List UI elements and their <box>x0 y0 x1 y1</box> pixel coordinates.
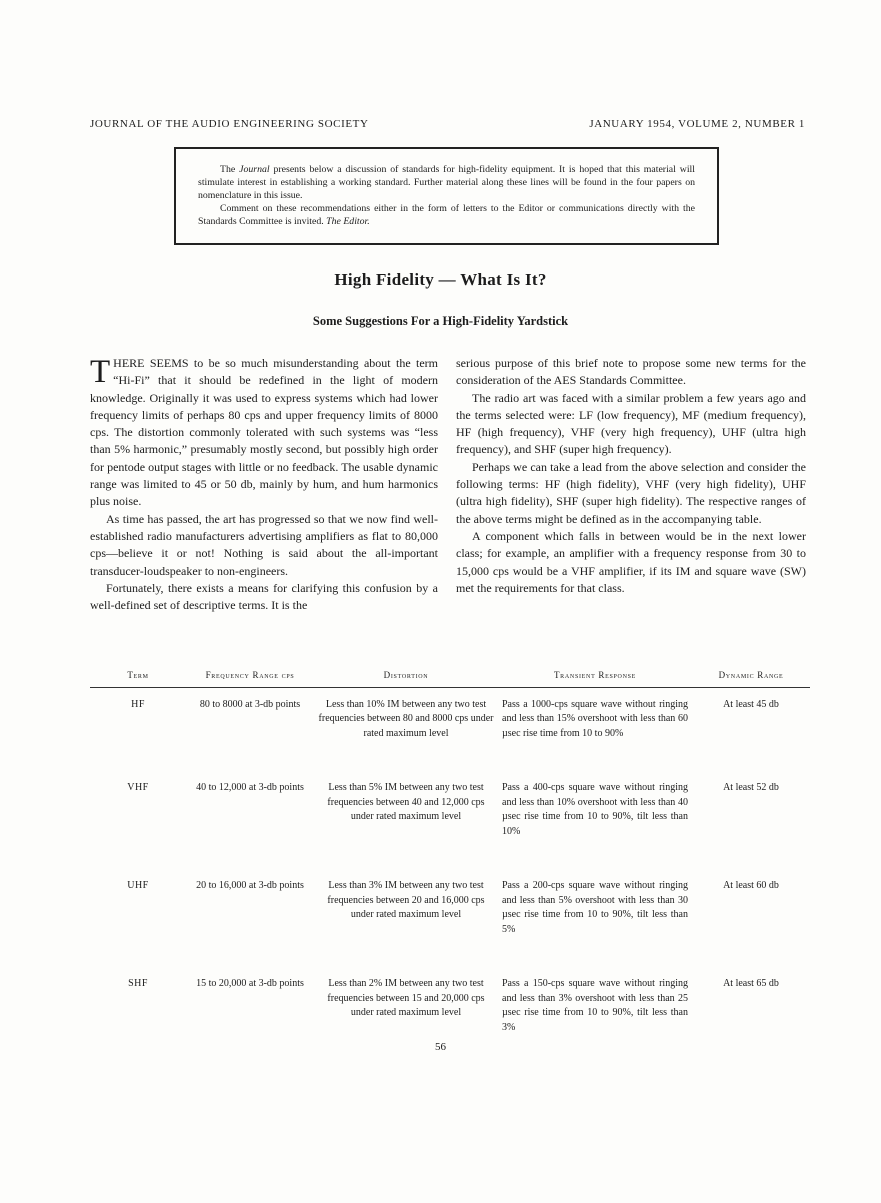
body-column-left <box>90 355 438 614</box>
page-number: 56 <box>435 1041 446 1053</box>
article-title: High Fidelity — What Is It? <box>334 270 547 289</box>
body-paragraph: THERE SEEMS to be so much misunderstanding about the term “Hi-Fi” that it should be redefined in the light of modern knowledge. Originally it was used to express systems which had lower frequency limits of perhaps 80 cps and upper frequency limits of 8000 cps. The distortion commonly tolerated with such systems was “less than 5% harmonic,” presumably mostly second, but possibly high order for pentode output stages with little or no feedback. The usable dynamic range was limited to 45 or 50 db, mainly by hum, and hum harmonics plus noise. <box>90 354 438 509</box>
cell-frequency: 40 to 12,000 at 3-db points <box>196 782 304 793</box>
cell-dynamic-range: At least 52 db <box>723 782 779 793</box>
cell-frequency: 80 to 8000 at 3-db points <box>199 698 301 710</box>
header-term: Term <box>90 668 186 687</box>
running-header-right: JANUARY 1954, VOLUME 2, NUMBER 1 <box>589 118 805 130</box>
article-subtitle: Some Suggestions For a High-Fidelity Yardstick <box>312 314 569 328</box>
table-row <box>90 869 810 967</box>
cell-distortion: Less than 10% IM between any two test frequencies between 80 and 8000 cps under rated maximum level <box>318 698 494 739</box>
cell-distortion: Less than 5% IM between any two test frequencies between 40 and 12,000 cps under rated maximum level <box>327 782 485 822</box>
cell-transient: Pass a 1000-cps square wave without ringing and less than 15% overshoot with less than 60 µsec rise time from 10 to 90% <box>502 698 688 739</box>
fidelity-classes-table <box>90 668 810 1047</box>
drop-cap: T <box>90 354 111 390</box>
cell-dynamic-range: At least 45 db <box>723 698 779 710</box>
cell-frequency: 15 to 20,000 at 3-db points <box>196 978 304 989</box>
header-dynamic-range: Dynamic Range <box>692 668 810 687</box>
cell-distortion: Less than 2% IM between any two test frequencies between 15 and 20,000 cps under rated maximum level <box>327 978 485 1018</box>
body-paragraph: Perhaps we can take a lead from the above selection and consider the following terms: HF (high fidelity), VHF (very high fidelity), UHF (ultra high fidelity), SHF (super high fidelity). The respective ranges of the above terms might be defined as in the accompanying table. <box>456 459 806 526</box>
editor-note-box <box>174 147 719 245</box>
table-row <box>90 771 810 869</box>
body-column-right <box>456 355 806 597</box>
cell-term: VHF <box>127 782 149 793</box>
cell-transient: Pass a 200-cps square wave without ringing and less than 5% overshoot with less than 30 µsec rise time from 10 to 90%, tilt less than 5% <box>502 880 688 935</box>
table-row <box>90 967 810 1047</box>
cell-dynamic-range: At least 65 db <box>723 978 779 989</box>
cell-transient: Pass a 150-cps square wave without ringing and less than 3% overshoot with less than 25 µsec rise time from 10 to 90%, tilt less than 3% <box>502 978 688 1033</box>
body-paragraph: A component which falls in between would be in the next lower class; for example, an amplifier with a frequency response from 30 to 15,000 cps would be a VHF amplifier, if its IM and square wave (SW) met the requirements for that class. <box>456 528 806 595</box>
header-frequency-range: Frequency Range cps <box>186 668 314 687</box>
header-transient-response: Transient Response <box>498 668 692 687</box>
cell-term: SHF <box>128 978 148 989</box>
body-paragraph: As time has passed, the art has progressed so that we now find well-established radio manufacturers advertising amplifiers as flat to 80,000 cps—believe it or not! Nothing is said about the all-important transducer-loudspeaker to non-engineers. <box>90 511 438 578</box>
running-header-left: JOURNAL OF THE AUDIO ENGINEERING SOCIETY <box>90 118 369 130</box>
cell-frequency: 20 to 16,000 at 3-db points <box>196 880 304 891</box>
editor-note-paragraph-1: The Journal presents below a discussion of standards for high-fidelity equipment. It is hoped that this material will stimulate interest in establishing a working standard. Further material along these lines will be found in the four papers on nomenclature in this issue. <box>198 164 695 201</box>
body-paragraph: The radio art was faced with a similar problem a few years ago and the terms selected were: LF (low frequency), MF (medium frequency), HF (high frequency), VHF (very high frequency), UHF (ultra high frequency), and SHF (super high frequency). <box>456 390 806 457</box>
editor-note-paragraph-2: Comment on these recommendations either in the form of letters to the Editor or communications directly with the Standards Committee is invited. The Editor. <box>198 203 695 227</box>
cell-distortion: Less than 3% IM between any two test frequencies between 20 and 16,000 cps under rated maximum level <box>327 880 485 920</box>
cell-transient: Pass a 400-cps square wave without ringing and less than 10% overshoot with less than 40 µsec rise time from 10 to 90%, tilt less than 10% <box>502 782 688 837</box>
body-paragraph: Fortunately, there exists a means for clarifying this confusion by a well-defined set of descriptive terms. It is the <box>90 580 438 613</box>
header-distortion: Distortion <box>314 668 498 687</box>
cell-term: HF <box>131 698 145 710</box>
cell-dynamic-range: At least 60 db <box>723 880 779 891</box>
table-header-row <box>90 668 810 687</box>
table-row <box>90 687 810 771</box>
cell-term: UHF <box>127 880 149 891</box>
journal-italic: Journal <box>239 164 270 175</box>
body-paragraph: serious purpose of this brief note to propose some new terms for the consideration of the AES Standards Committee. <box>456 356 806 388</box>
editor-signature: The Editor. <box>326 216 370 227</box>
